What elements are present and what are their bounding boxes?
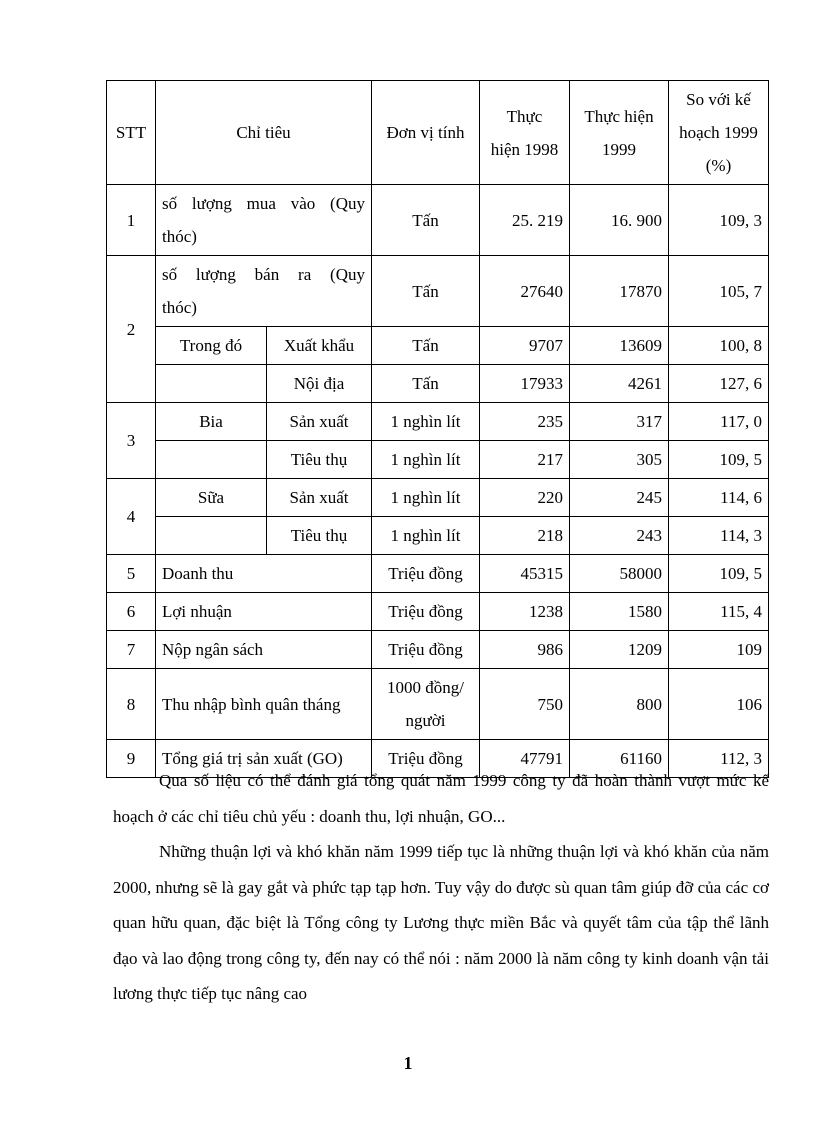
row9-v1998: 47791 <box>480 740 570 778</box>
row8-v1998: 750 <box>480 669 570 740</box>
row9-v1999: 61160 <box>570 740 669 778</box>
table-row <box>107 365 769 403</box>
row7-v1998: 986 <box>480 631 570 669</box>
table-row <box>107 479 769 517</box>
row8-pct: 106 <box>669 669 769 740</box>
row6-name: Lợi nhuận <box>156 593 372 631</box>
header-thuc-hien-1998 <box>480 81 570 185</box>
row4a-v1998: 220 <box>480 479 570 517</box>
row1-pct: 109, 3 <box>669 185 769 256</box>
row3b-v1999: 305 <box>570 441 669 479</box>
row2b-v1999: 4261 <box>570 365 669 403</box>
table-row <box>107 185 769 256</box>
table-row <box>107 517 769 555</box>
row8-unit <box>372 669 480 740</box>
row5-v1998: 45315 <box>480 555 570 593</box>
row7-stt: 7 <box>107 631 156 669</box>
row2b-v1998: 17933 <box>480 365 570 403</box>
row6-pct: 115, 4 <box>669 593 769 631</box>
row8-unit-line2: người <box>405 711 446 730</box>
row7-pct: 109 <box>669 631 769 669</box>
row9-name: Tổng giá trị sản xuất (GO) <box>156 740 372 778</box>
row2b-pct: 127, 6 <box>669 365 769 403</box>
page-number: 1 <box>403 1053 413 1073</box>
table-row <box>107 555 769 593</box>
row2a-group: Trong đó <box>156 327 267 365</box>
row4b-sub: Tiêu thụ <box>267 517 372 555</box>
row2a-unit: Tấn <box>372 327 480 365</box>
row3b-v1998: 217 <box>480 441 570 479</box>
row4b-v1999: 243 <box>570 517 669 555</box>
row2-name-line2: thóc) <box>162 298 197 317</box>
row5-v1999: 58000 <box>570 555 669 593</box>
row8-stt: 8 <box>107 669 156 740</box>
row7-v1999: 1209 <box>570 631 669 669</box>
row2-name <box>156 256 372 327</box>
row3a-pct: 117, 0 <box>669 403 769 441</box>
table-row <box>107 631 769 669</box>
table-header-row <box>107 81 769 185</box>
row2-v1998: 27640 <box>480 256 570 327</box>
header-sosanh-line1: So với kế <box>686 90 751 109</box>
paragraph-outlook: Những thuận lợi và khó khăn năm 1999 tiếp tục là những thuận lợi và khó khăn của năm 2000, nhưng sẽ là gay gắt và phức tạp tạp hơn. Tuy vậy do được sù quan tâm giúp đỡ của các cơ quan hữu quan, đặc biệt là Tổng công ty Lương thực miền Bắc và quyết tâm của tập thể lãnh đạo và lao động trong công ty, đến nay có thể nói : năm 2000 là năm công ty kinh doanh vận tải lương thực tiếp tục nâng cao <box>113 842 769 1003</box>
row4b-pct: 114, 3 <box>669 517 769 555</box>
row2a-pct: 100, 8 <box>669 327 769 365</box>
row4b-v1998: 218 <box>480 517 570 555</box>
row1-stt: 1 <box>107 185 156 256</box>
header-th1998-line2: hiện 1998 <box>490 139 559 159</box>
row2b-unit: Tấn <box>372 365 480 403</box>
row4a-pct: 114, 6 <box>669 479 769 517</box>
table-row <box>107 441 769 479</box>
row9-unit: Triệu đồng <box>372 740 480 778</box>
header-thuc-hien-1999 <box>570 81 669 185</box>
table-row <box>107 593 769 631</box>
row4b-unit: 1 nghìn lít <box>372 517 480 555</box>
row3a-unit: 1 nghìn lít <box>372 403 480 441</box>
row8-unit-line1: 1000 đồng/ <box>387 678 464 697</box>
row3b-unit: 1 nghìn lít <box>372 441 480 479</box>
header-th1999-line1: Thực hiện <box>584 106 654 126</box>
header-th1998-line1: Thực <box>506 106 543 126</box>
row8-v1999: 800 <box>570 669 669 740</box>
row2-stt: 2 <box>107 256 156 403</box>
row2a-v1998: 9707 <box>480 327 570 365</box>
row5-unit: Triệu đồng <box>372 555 480 593</box>
header-so-voi-ke-hoach <box>669 81 769 185</box>
row2a-sub: Xuất khẩu <box>267 327 372 365</box>
header-chi-tieu: Chỉ tiêu <box>156 81 372 185</box>
row6-unit: Triệu đồng <box>372 593 480 631</box>
row5-pct: 109, 5 <box>669 555 769 593</box>
row3a-group: Bia <box>156 403 267 441</box>
paragraph-summary: Qua số liệu có thể đánh giá tổng quát năm 1999 công ty đã hoàn thành vượt mức kế hoạch ở các chỉ tiêu chủ yếu : doanh thu, lợi nhuận, GO... <box>113 771 769 826</box>
row3a-v1998: 235 <box>480 403 570 441</box>
production-report-table <box>106 80 769 778</box>
row2a-v1999: 13609 <box>570 327 669 365</box>
row1-unit: Tấn <box>372 185 480 256</box>
row1-v1998: 25. 219 <box>480 185 570 256</box>
row6-v1999: 1580 <box>570 593 669 631</box>
header-don-vi: Đơn vị tính <box>372 81 480 185</box>
row4-stt: 4 <box>107 479 156 555</box>
row2-v1999: 17870 <box>570 256 669 327</box>
row9-stt: 9 <box>107 740 156 778</box>
header-sosanh-line3: (%) <box>705 156 732 175</box>
row1-name <box>156 185 372 256</box>
header-stt: STT <box>107 81 156 185</box>
row2b-group-empty <box>156 365 267 403</box>
row7-unit: Triệu đồng <box>372 631 480 669</box>
row2-unit: Tấn <box>372 256 480 327</box>
table-row <box>107 403 769 441</box>
row3b-group-empty <box>156 441 267 479</box>
row3a-sub: Sản xuất <box>267 403 372 441</box>
row1-name-line2: thóc) <box>162 227 197 246</box>
row2-pct: 105, 7 <box>669 256 769 327</box>
row3b-sub: Tiêu thụ <box>267 441 372 479</box>
row3b-pct: 109, 5 <box>669 441 769 479</box>
header-th1999-line2: 1999 <box>602 139 636 159</box>
table-row <box>107 327 769 365</box>
row7-name: Nộp ngân sách <box>156 631 372 669</box>
row2-name-line1: số lượng bán ra (Quy <box>162 265 365 284</box>
row4b-group-empty <box>156 517 267 555</box>
row3-stt: 3 <box>107 403 156 479</box>
row5-stt: 5 <box>107 555 156 593</box>
row9-pct: 112, 3 <box>669 740 769 778</box>
table-row <box>107 669 769 740</box>
header-sosanh-line2: hoạch 1999 <box>679 123 758 142</box>
row6-stt: 6 <box>107 593 156 631</box>
row3a-v1999: 317 <box>570 403 669 441</box>
row2b-sub: Nội địa <box>267 365 372 403</box>
row4a-unit: 1 nghìn lít <box>372 479 480 517</box>
table-row <box>107 256 769 327</box>
row1-name-line1: số lượng mua vào (Quy <box>162 194 365 213</box>
row4a-sub: Sản xuất <box>267 479 372 517</box>
row4a-group: Sữa <box>156 479 267 517</box>
row8-name: Thu nhập bình quân tháng <box>156 669 372 740</box>
row4a-v1999: 245 <box>570 479 669 517</box>
row6-v1998: 1238 <box>480 593 570 631</box>
row1-v1999: 16. 900 <box>570 185 669 256</box>
row5-name: Doanh thu <box>156 555 372 593</box>
